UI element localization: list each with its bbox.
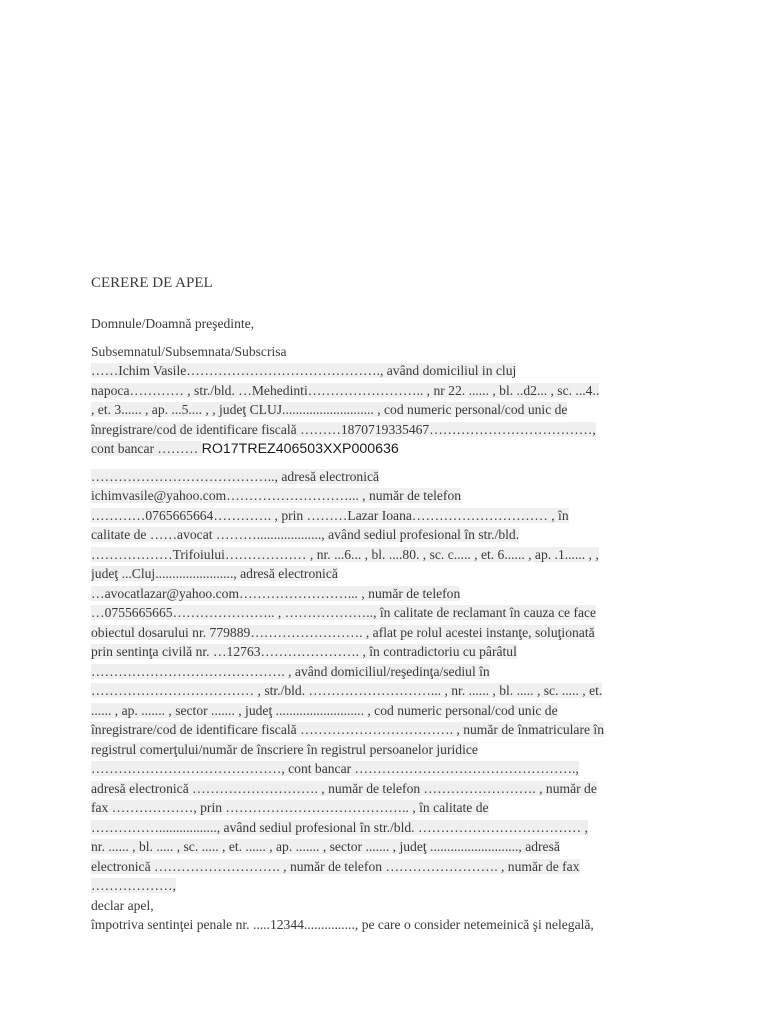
text-line: înregistrare/cod de identificare fiscală ………1870719335467………………………………,: [91, 421, 596, 437]
text-line: electronică ………………………. , număr de telefon ……………………. , număr de fax: [91, 858, 580, 874]
text-line: napoca………… , str./bld. …Mehedinti…………………….. , nr 22. ...... , bl. ..d2... , sc. ...4..: [91, 382, 600, 398]
bank-account-line: [91, 439, 673, 459]
appeal-target-line: împotriva sentinţei penale nr. .....12344..............., pe care o consider netemeinică şi nelegală,: [91, 917, 594, 932]
text-line: , et. 3...... , ap. ...5.... , , judeţ CLUJ........................... , cod numeric personal/cod unic de: [91, 402, 568, 417]
text-line: adresă electronică ………………………. , număr de telefon ……………………. , număr de: [91, 780, 597, 796]
bank-account-label: cont bancar ………: [91, 441, 202, 456]
text-line: …avocatlazar@yahoo.com……………………... , număr de telefon: [91, 585, 461, 601]
text-line: ...... , ap. ....... , sector ....... , judeţ .......................... , cod numeric personal/cod unic de: [91, 702, 558, 718]
document-title: CERERE DE APEL: [91, 275, 213, 291]
text-line: înregistrare/cod de identificare fiscală ……………………………. , număr de înmatriculare în: [91, 722, 604, 737]
text-line: obiectul dosarului nr. 779889……………………. , aflat pe rolul acestei instanţe, soluţionată: [91, 624, 595, 640]
details-block: [91, 467, 673, 935]
text-line: ………………………………….., adresă electronică: [91, 468, 380, 484]
text-line: prin sentinţa civilă nr. …12763…………………. , în contradictoriu cu pârâtul: [91, 644, 517, 659]
text-line: …0755665665………………….. , ……………….., în calitate de reclamant în cauza ce face: [91, 605, 597, 620]
text-line: fax ………………, prin ………………………………….. , în calitate de: [91, 800, 489, 815]
text-line: ichimvasile@yahoo.com………………………... , număr de telefon: [91, 488, 462, 503]
text-line: …………0765665664…………. , prin ………Lazar Ioana………………………… , în: [91, 507, 569, 523]
intro-label: Subsemnatul/Subsemnata/Subscrisa: [91, 343, 287, 359]
iban-value: RO17TREZ406503XXP000636: [201, 441, 399, 457]
text-line: ……………………………… , str./bld. ………………………... , nr. ...... , bl. ..... , sc. ..... , et.: [91, 683, 603, 698]
text-line: judeţ ...Cluj......................., adresă electronică: [91, 566, 338, 581]
declaration-line: declar apel,: [91, 897, 154, 913]
text-line: ……………………………………, cont bancar ………………………………………….,: [91, 761, 579, 776]
applicant-block: [91, 342, 673, 459]
text-line: calitate de ……avocat ………..................., având sediul profesional în str./bld.: [91, 527, 520, 542]
text-line: ……Ichim Vasile……………………………………., având domiciliul in cluj: [91, 363, 517, 378]
text-line: nr. ...... , bl. ..... , sc. ..... , et. ...... , ap. ....... , sector ....... , judeţ .........................., adresă: [91, 839, 560, 854]
text-line: ……………………………………. , având domiciliul/reşedinţa/sediul în: [91, 663, 490, 679]
text-line: ………………Trifoiului……………… , nr. ...6... , bl. ....80. , sc. c..... , et. 6...... , ap. .1...... , ,: [91, 546, 599, 562]
text-line: ………………,: [91, 878, 176, 893]
salutation: Domnule/Doamnă preşedinte,: [91, 316, 255, 331]
document-body: [91, 272, 673, 943]
text-line: ……………................., având sediul profesional în str./bld. ……………………………… ,: [91, 819, 588, 835]
text-line: registrul comerţului/număr de înscriere în registrul persoanelor juridice: [91, 741, 478, 757]
